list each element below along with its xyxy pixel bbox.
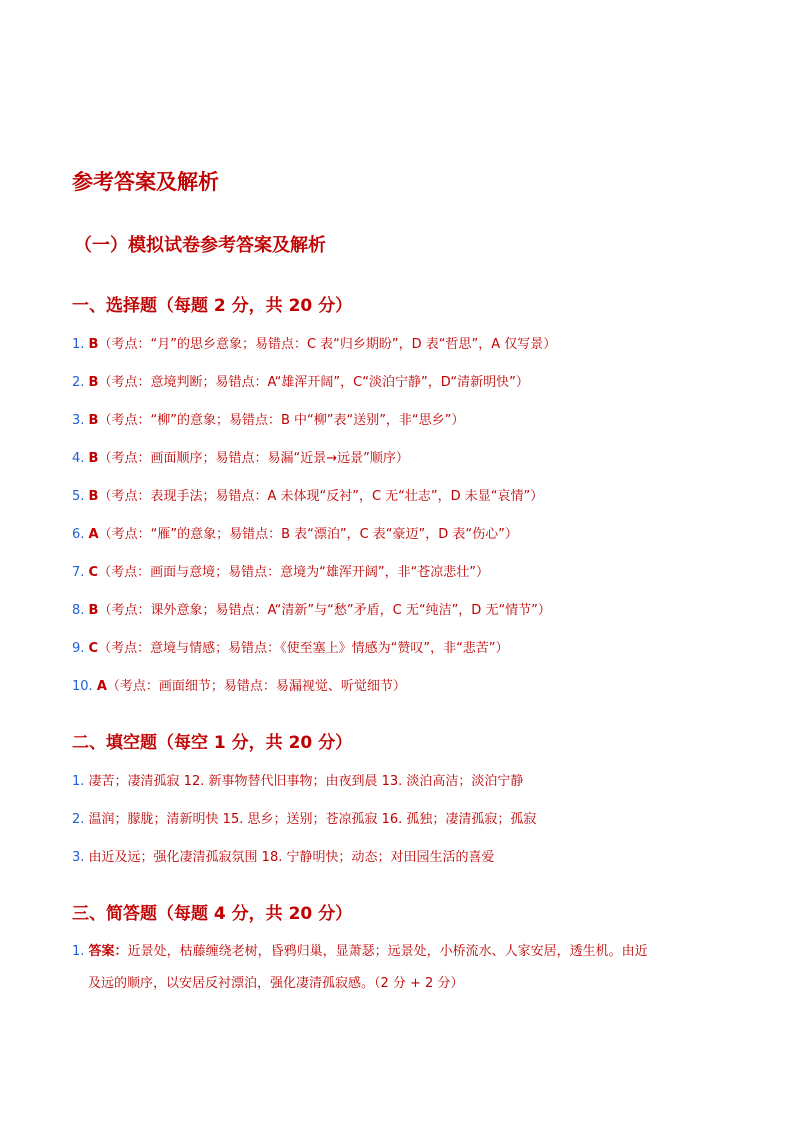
list-item (72, 450, 409, 468)
item-text: 由近及远；强化凄清孤寂氛围 18. 宁静明快；动态；对田园生活的喜爱 (88, 850, 495, 865)
item-number: 2. (72, 375, 85, 390)
item-text: 凄苦；凄清孤寂 12. 新事物替代旧事物；由夜到晨 13. 淡泊高洁；淡泊宁静 (88, 774, 524, 789)
item-number: 8. (72, 603, 85, 618)
item-answer: B (88, 451, 99, 466)
section-subtitle: （一）模拟试卷参考答案及解析 (74, 235, 326, 256)
item-text: 近景处，枯藤缠绕老树，昏鸦归巢，显萧瑟；远景处，小桥流水、人家安居，透生机。由近 (127, 944, 648, 959)
item-number: 1. (72, 774, 85, 789)
item-text: （考点：意境判断；易错点：A“雄浑开阔”，C“淡泊宁静”，D“清新明快”） (98, 375, 529, 390)
item-answer: A (96, 679, 107, 694)
item-answer: B (88, 337, 99, 352)
list-item (72, 336, 556, 354)
page-title: 参考答案及解析 (72, 170, 219, 194)
item-text: （考点：画面与意境；易错点：意境为“雄浑开阔”，非“苍凉悲壮”） (98, 565, 490, 580)
item-answer: A (88, 527, 99, 542)
list-item (72, 488, 543, 506)
item-text: （考点：画面顺序；易错点：易漏“近景→远景”顺序） (98, 451, 409, 466)
item-number: 5. (72, 489, 85, 504)
item-answer: C (88, 565, 99, 580)
list-item (72, 678, 406, 696)
list-item (72, 849, 495, 867)
item-answer: B (88, 375, 99, 390)
item-number: 1. (72, 337, 85, 352)
list-item (72, 602, 551, 620)
list-item (72, 374, 529, 392)
item-answer: C (88, 641, 99, 656)
item-text: （考点：画面细节；易错点：易漏视觉、听觉细节） (106, 679, 406, 694)
section-heading-choice: 一、选择题（每题 2 分，共 20 分） (72, 296, 353, 316)
list-item (72, 811, 536, 829)
section-heading-fill: 二、填空题（每空 1 分，共 20 分） (72, 733, 353, 753)
item-text: （考点：“月”的思乡意象；易错点：C 表“归乡期盼”，D 表“哲思”，A 仅写景） (98, 337, 557, 352)
list-item (72, 564, 489, 582)
item-number: 3. (72, 413, 85, 428)
item-number: 1. (72, 944, 85, 959)
item-answer: B (88, 489, 99, 504)
item-number: 6. (72, 527, 85, 542)
list-item (72, 526, 518, 544)
list-item (72, 936, 732, 1000)
item-number: 7. (72, 565, 85, 580)
item-number: 10. (72, 679, 93, 694)
section-heading-short-answer: 三、简答题（每题 4 分，共 20 分） (72, 904, 353, 924)
item-text: （考点：表现手法；易错点：A 未体现“反衬”，C 无“壮志”，D 未显“哀情”） (98, 489, 544, 504)
item-number: 4. (72, 451, 85, 466)
item-text-continued: 及远的顺序，以安居反衬漂泊，强化凄清孤寂感。（2 分 + 2 分） (88, 976, 464, 991)
list-item (72, 773, 523, 791)
list-item (72, 412, 464, 430)
item-answer: B (88, 603, 99, 618)
item-text: （考点：课外意象；易错点：A“清新”与“愁”矛盾，C 无“纯洁”，D 无“情节”） (98, 603, 551, 618)
item-text: （考点：“柳”的意象；易错点：B 中“柳”表“送别”，非“思乡”） (98, 413, 465, 428)
item-text: （考点：意境与情感；易错点：《使至塞上》情感为“赞叹”，非“悲苦”） (98, 641, 509, 656)
item-answer: B (88, 413, 99, 428)
item-number: 9. (72, 641, 85, 656)
item-answer-label: 答案： (88, 944, 128, 959)
item-text: （考点：“雁”的意象；易错点：B 表“漂泊”，C 表“豪迈”，D 表“伤心”） (98, 527, 518, 542)
list-item (72, 640, 509, 658)
item-number: 3. (72, 850, 85, 865)
item-number: 2. (72, 812, 85, 827)
item-text: 温润；朦胧；清新明快 15. 思乡；送别；苍凉孤寂 16. 孤独；凄清孤寂；孤寂 (88, 812, 537, 827)
